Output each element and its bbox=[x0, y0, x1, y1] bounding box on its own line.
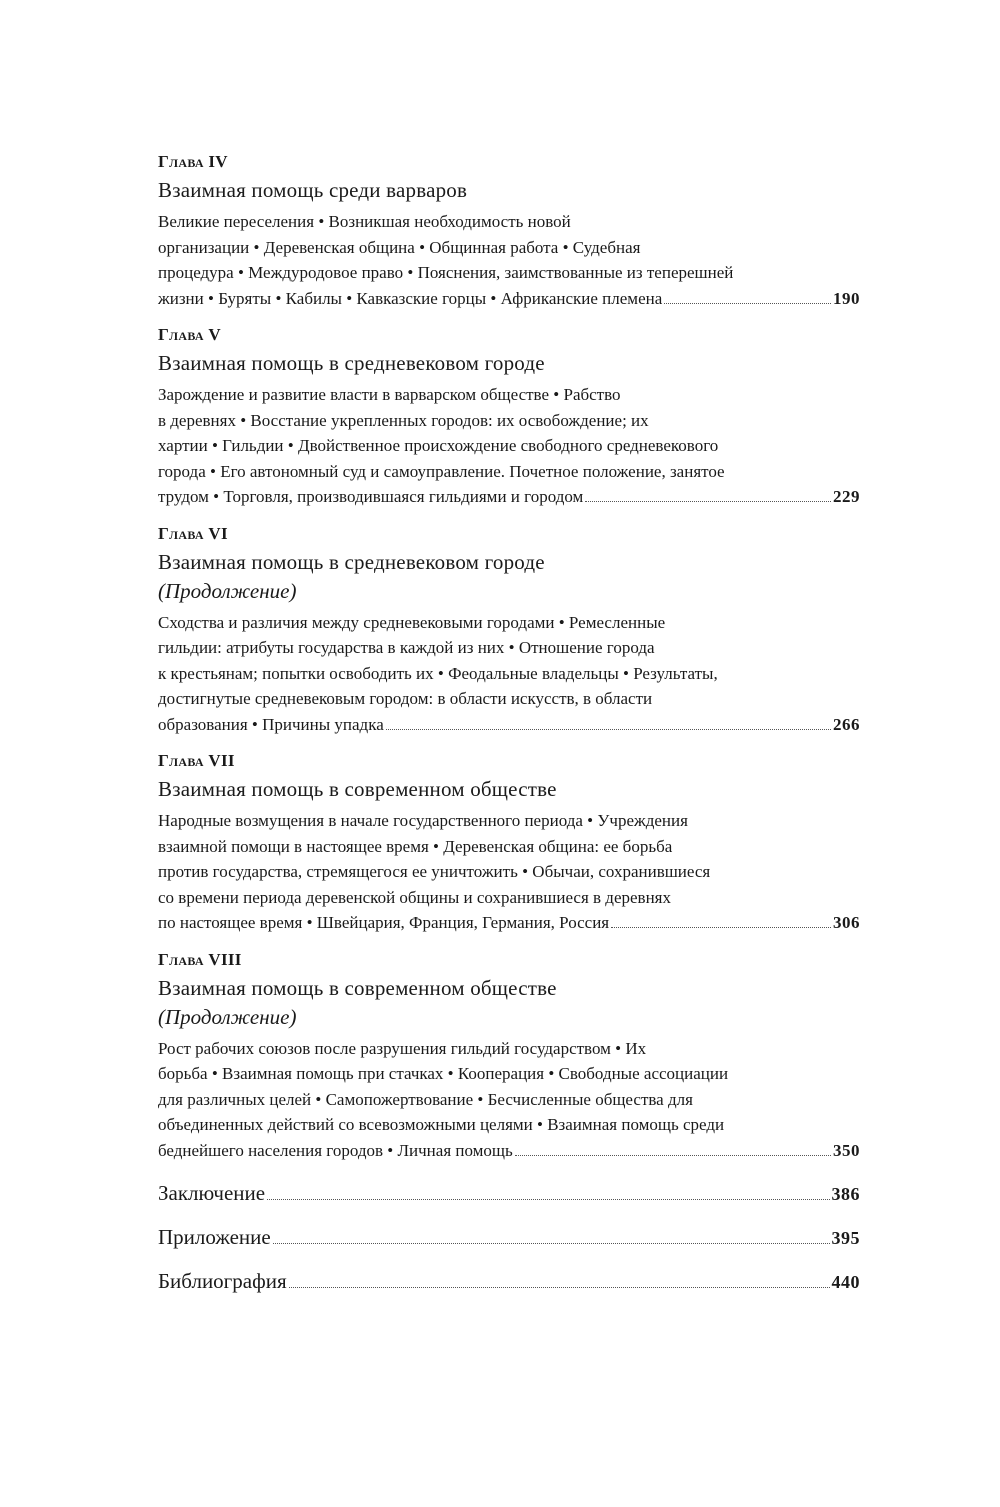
dot-leader bbox=[515, 1154, 831, 1156]
summary-line: города • Его автономный суд и самоуправление. Почетное положение, занятое bbox=[158, 461, 725, 481]
summary-last-line bbox=[158, 910, 860, 936]
chapter-title: Взаимная помощь среди варваров bbox=[158, 178, 468, 202]
summary-line: организации • Деревенская община • Общинная работа • Судебная bbox=[158, 237, 641, 257]
chapter-title: Взаимная помощь в средневековом городе bbox=[158, 351, 545, 375]
page-number: 440 bbox=[831, 1272, 860, 1292]
chapter-entry bbox=[158, 522, 860, 738]
summary-line: Народные возмущения в начале государственного периода • Учреждения bbox=[158, 811, 688, 830]
chapter-entry bbox=[158, 749, 860, 936]
summary-last-line bbox=[158, 484, 860, 510]
summary-last-line bbox=[158, 1138, 860, 1164]
summary-last-line bbox=[158, 712, 860, 738]
summary-line: гильдии: атрибуты государства в каждой из них • Отношение города bbox=[158, 638, 655, 657]
summary-line: по настоящее время • Швейцария, Франция, Германия, Россия bbox=[158, 913, 610, 932]
summary-last-line bbox=[158, 286, 860, 312]
summary-line: объединенных действий со всевозможными целями • Взаимная помощь среди bbox=[158, 1115, 725, 1134]
page-number: 266 bbox=[833, 714, 860, 734]
chapter-summary bbox=[158, 808, 860, 936]
summary-line: взаимной помощи в настоящее время • Деревенская община: ее борьба bbox=[158, 836, 673, 856]
summary-line: в деревнях • Восстание укрепленных городов: их освобождение; их bbox=[158, 410, 649, 430]
summary-line: против государства, стремящегося ее уничтожить • Обычаи, сохранившиеся bbox=[158, 862, 711, 881]
summary-line: Зарождение и развитие власти в варварском обществе • Рабство bbox=[158, 385, 621, 404]
summary-line: Сходства и различия между средневековыми городами • Ремесленные bbox=[158, 612, 666, 632]
chapter-label: Глава IV bbox=[158, 152, 228, 171]
chapter-label: Глава V bbox=[158, 325, 221, 344]
chapter-entry bbox=[158, 150, 860, 311]
page-number: 190 bbox=[833, 288, 860, 308]
chapter-subtitle: (Продолжение) bbox=[158, 578, 297, 603]
chapter-entry bbox=[158, 323, 860, 510]
chapter-entry bbox=[158, 948, 860, 1164]
chapter-title: Взаимная помощь в современном обществе bbox=[158, 777, 557, 801]
summary-line: процедура • Междуродовое право • Пояснения, заимствованные из теперешней bbox=[158, 263, 734, 282]
back-matter-entry bbox=[158, 1179, 860, 1209]
chapter-title: Взаимная помощь в средневековом городе bbox=[158, 549, 545, 574]
dot-leader bbox=[267, 1198, 829, 1200]
summary-line: для различных целей • Самопожертвование • Бесчисленные общества для bbox=[158, 1089, 693, 1109]
page-number: 229 bbox=[833, 487, 860, 506]
summary-line: жизни • Буряты • Кабилы • Кавказские горцы • Африканские племена bbox=[158, 288, 663, 308]
table-of-contents bbox=[158, 150, 860, 1297]
chapter-title: Взаимная помощь в современном обществе bbox=[158, 975, 557, 1000]
back-matter-title: Библиография bbox=[158, 1269, 287, 1293]
summary-line: Рост рабочих союзов после разрушения гильдий государством • Их bbox=[158, 1038, 647, 1058]
page-number: 386 bbox=[831, 1184, 860, 1204]
back-matter-title: Приложение bbox=[158, 1225, 271, 1249]
chapter-label: Глава VI bbox=[158, 523, 228, 543]
page-number: 395 bbox=[831, 1228, 860, 1248]
dot-leader bbox=[386, 728, 831, 730]
summary-line: хартии • Гильдии • Двойственное происхождение свободного средневекового bbox=[158, 436, 719, 455]
back-matter bbox=[158, 1179, 860, 1297]
back-matter-title: Заключение bbox=[158, 1181, 266, 1205]
summary-line: образования • Причины упадка bbox=[158, 714, 384, 734]
dot-leader bbox=[664, 302, 831, 304]
summary-line: достигнутые средневековым городом: в области искусств, в области bbox=[158, 689, 653, 708]
chapter-summary bbox=[158, 382, 860, 510]
summary-line: трудом • Торговля, производившаяся гильдиями и городом bbox=[158, 487, 584, 506]
dot-leader bbox=[289, 1286, 830, 1288]
chapter-summary bbox=[158, 209, 860, 311]
dot-leader bbox=[273, 1242, 830, 1244]
dot-leader bbox=[585, 500, 831, 502]
back-matter-entry bbox=[158, 1267, 860, 1297]
chapter-label: Глава VII bbox=[158, 751, 235, 770]
summary-line: со времени периода деревенской общины и сохранившиеся в деревнях bbox=[158, 887, 671, 907]
chapter-summary bbox=[158, 610, 860, 738]
page-number: 350 bbox=[833, 1140, 860, 1160]
summary-line: борьба • Взаимная помощь при стачках • Кооперация • Свободные ассоциации bbox=[158, 1064, 729, 1083]
chapter-label: Глава VIII bbox=[158, 949, 242, 969]
summary-line: беднейшего населения городов • Личная помощь bbox=[158, 1140, 513, 1160]
chapter-subtitle: (Продолжение) bbox=[158, 1004, 297, 1029]
summary-line: к крестьянам; попытки освободить их • Феодальные владельцы • Результаты, bbox=[158, 663, 718, 683]
dot-leader bbox=[611, 926, 831, 928]
chapter-summary bbox=[158, 1036, 860, 1164]
back-matter-entry bbox=[158, 1223, 860, 1253]
page-number: 306 bbox=[833, 913, 860, 932]
summary-line: Великие переселения • Возникшая необходимость новой bbox=[158, 212, 571, 231]
